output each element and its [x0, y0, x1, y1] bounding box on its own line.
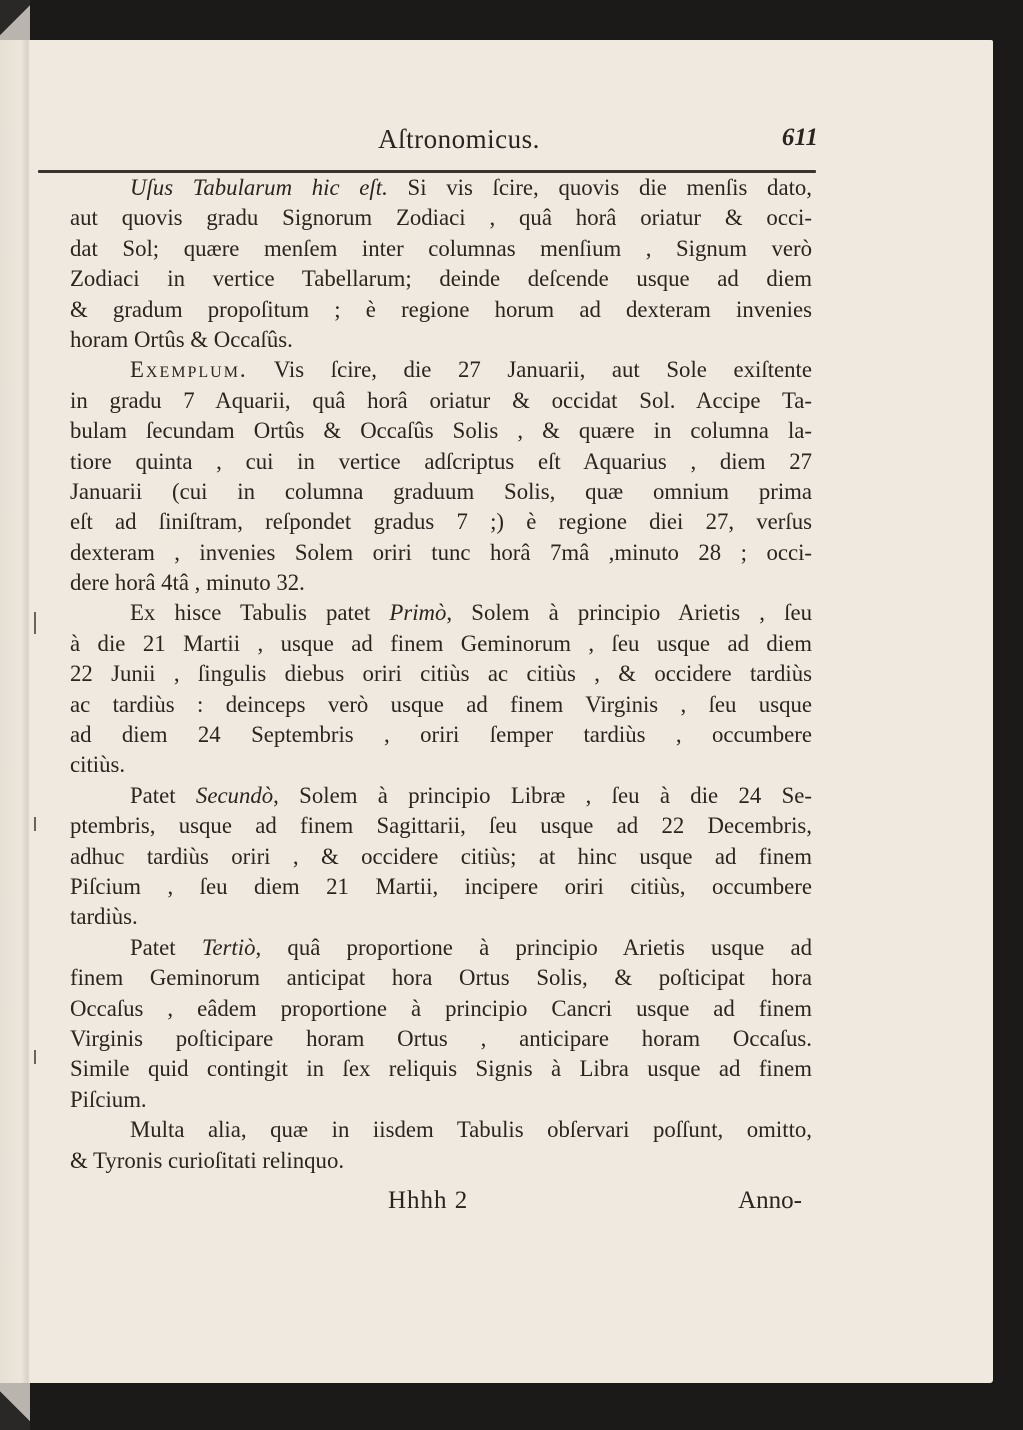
text-line: [70, 720, 812, 750]
text-line: [70, 538, 812, 568]
line-text: , Solem à principio Libræ , ſeu à die 24 Se-: [273, 782, 812, 808]
line-text: Occaſus , eâdem proportione à principio Cancri usque ad finem: [70, 995, 812, 1021]
page-header: [100, 124, 818, 164]
text-line: [70, 203, 812, 233]
text-line: [70, 1146, 812, 1176]
line-text: dexteram , invenies Solem oriri tunc horâ 7mâ ,minuto 28 ; occi-: [70, 539, 812, 565]
text-line: [70, 325, 812, 355]
margin-mark: [34, 817, 36, 831]
signature-mark: Hhhh 2: [388, 1187, 469, 1214]
italic-word: Secundò: [195, 782, 274, 808]
line-text: & Tyronis curioſitati relinquo.: [70, 1147, 345, 1173]
scan-corner-top: [0, 0, 30, 40]
line-text: Patet: [130, 782, 196, 808]
text-line: [70, 234, 812, 264]
text-line: [70, 629, 812, 659]
text-line: [70, 416, 812, 446]
margin-mark: [34, 612, 36, 634]
text-line: [70, 963, 812, 993]
line-text: Multa alia, quæ in iisdem Tabulis obſervari poſſunt, omitto,: [130, 1117, 812, 1143]
line-text: Virginis poſticipare horam Ortus , anticipare horam Occaſus.: [70, 1025, 812, 1051]
line-text: ad diem 24 Septembris , oriri ſemper tardiùs , occumbere: [70, 722, 812, 748]
line-text: , Solem à principio Arietis , ſeu: [446, 600, 813, 626]
small-caps-heading: Exemplum.: [130, 357, 248, 383]
line-text: Si vis ſcire, quovis die menſis dato,: [387, 175, 812, 200]
page-number: 611: [781, 124, 818, 151]
paragraph: [70, 933, 812, 1115]
italic-word: Tertiò: [201, 934, 256, 960]
text-line: [70, 355, 812, 385]
line-text: dat Sol; quære menſem inter columnas menſium , Signum verò: [70, 235, 812, 261]
line-text: Januarii (cui in columna graduum Solis, quæ omnium prima: [70, 478, 812, 504]
line-text: Ex hisce Tabulis patet: [130, 600, 390, 626]
line-text: adhuc tardiùs oriri , & occidere citiùs; at hinc usque ad finem: [70, 843, 812, 869]
italic-word: Primò: [389, 600, 447, 626]
text-line: [70, 690, 812, 720]
line-text: tardiùs.: [70, 904, 138, 930]
line-text: Simile quid contingit in ſex reliquis Signis à Libra usque ad finem: [70, 1056, 812, 1082]
line-text: Vis ſcire, die 27 Januarii, aut Sole exiſtente: [247, 357, 812, 383]
text-line: [70, 842, 812, 872]
line-text: ac tardiùs : deinceps verò usque ad finem Virginis , ſeu usque: [70, 691, 812, 717]
running-title: Aſtronomicus.: [378, 124, 540, 154]
text-line: [70, 933, 812, 963]
line-text: citiùs.: [70, 752, 126, 778]
text-line: [70, 598, 812, 628]
text-line: [70, 295, 812, 325]
body-text: [70, 173, 812, 1176]
line-text: dere horâ 4tâ , minuto 32.: [70, 570, 305, 596]
text-line: [70, 1054, 812, 1084]
text-line: [70, 264, 812, 294]
paragraph: [70, 355, 812, 598]
catchword: Anno-: [738, 1187, 802, 1214]
text-line: [70, 477, 812, 507]
scan-corner-bottom: [0, 1383, 30, 1430]
text-line: [70, 568, 812, 598]
page-gutter: [0, 40, 30, 1383]
text-line: [70, 781, 812, 811]
line-text: , quâ proportione à principio Arietis usque ad: [255, 934, 812, 960]
text-line: [70, 659, 812, 689]
line-text: à die 21 Martii , usque ad finem Geminorum , ſeu usque ad diem: [70, 630, 812, 656]
text-line: [70, 386, 812, 416]
line-text: Zodiaci in vertice Tabellarum; deinde deſcende usque ad diem: [70, 266, 812, 292]
text-line: [70, 447, 812, 477]
book-page: [0, 40, 993, 1383]
text-line: [70, 173, 812, 203]
line-text: eſt ad ſiniſtram, reſpondet gradus 7 ;) è regione diei 27, verſus: [70, 509, 812, 535]
line-text: bulam ſecundam Ortûs & Occaſûs Solis , & quære in columna la-: [70, 418, 812, 444]
text-line: [70, 994, 812, 1024]
paragraph: [70, 598, 812, 780]
line-text: 22 Junii , ſingulis diebus oriri citiùs ac citiùs , & occidere tardiùs: [70, 661, 812, 687]
text-line: [70, 811, 812, 841]
line-text: Piſcium , ſeu diem 21 Martii, incipere oriri citiùs, occumbere: [70, 873, 812, 899]
line-text: tiore quinta , cui in vertice adſcriptus eſt Aquarius , diem 27: [70, 448, 812, 474]
text-line: [70, 507, 812, 537]
paragraph: [70, 173, 812, 355]
paragraph: [70, 781, 812, 933]
line-text: Piſcium.: [70, 1086, 147, 1112]
line-text: in gradu 7 Aquarii, quâ horâ oriatur & occidat Sol. Accipe Ta-: [70, 387, 812, 413]
text-line: [70, 1115, 812, 1145]
paragraph: [70, 1115, 812, 1176]
text-line: [70, 1024, 812, 1054]
line-text: aut quovis gradu Signorum Zodiaci , quâ horâ oriatur & occi-: [70, 205, 812, 231]
line-text: Patet: [130, 934, 202, 960]
italic-heading: Uſus Tabularum hic eſt.: [130, 175, 388, 200]
page-footer: [70, 1187, 812, 1223]
margin-mark: [34, 1050, 36, 1064]
line-text: ptembris, usque ad finem Sagittarii, ſeu usque ad 22 Decembris,: [70, 813, 812, 839]
line-text: & gradum propoſitum ; è regione horum ad dexteram invenies: [70, 296, 812, 322]
text-line: [70, 1085, 812, 1115]
line-text: horam Ortûs & Occaſûs.: [70, 326, 293, 352]
text-line: [70, 750, 812, 780]
text-line: [70, 872, 812, 902]
line-text: finem Geminorum anticipat hora Ortus Solis, & poſticipat hora: [70, 965, 812, 991]
text-line: [70, 902, 812, 932]
